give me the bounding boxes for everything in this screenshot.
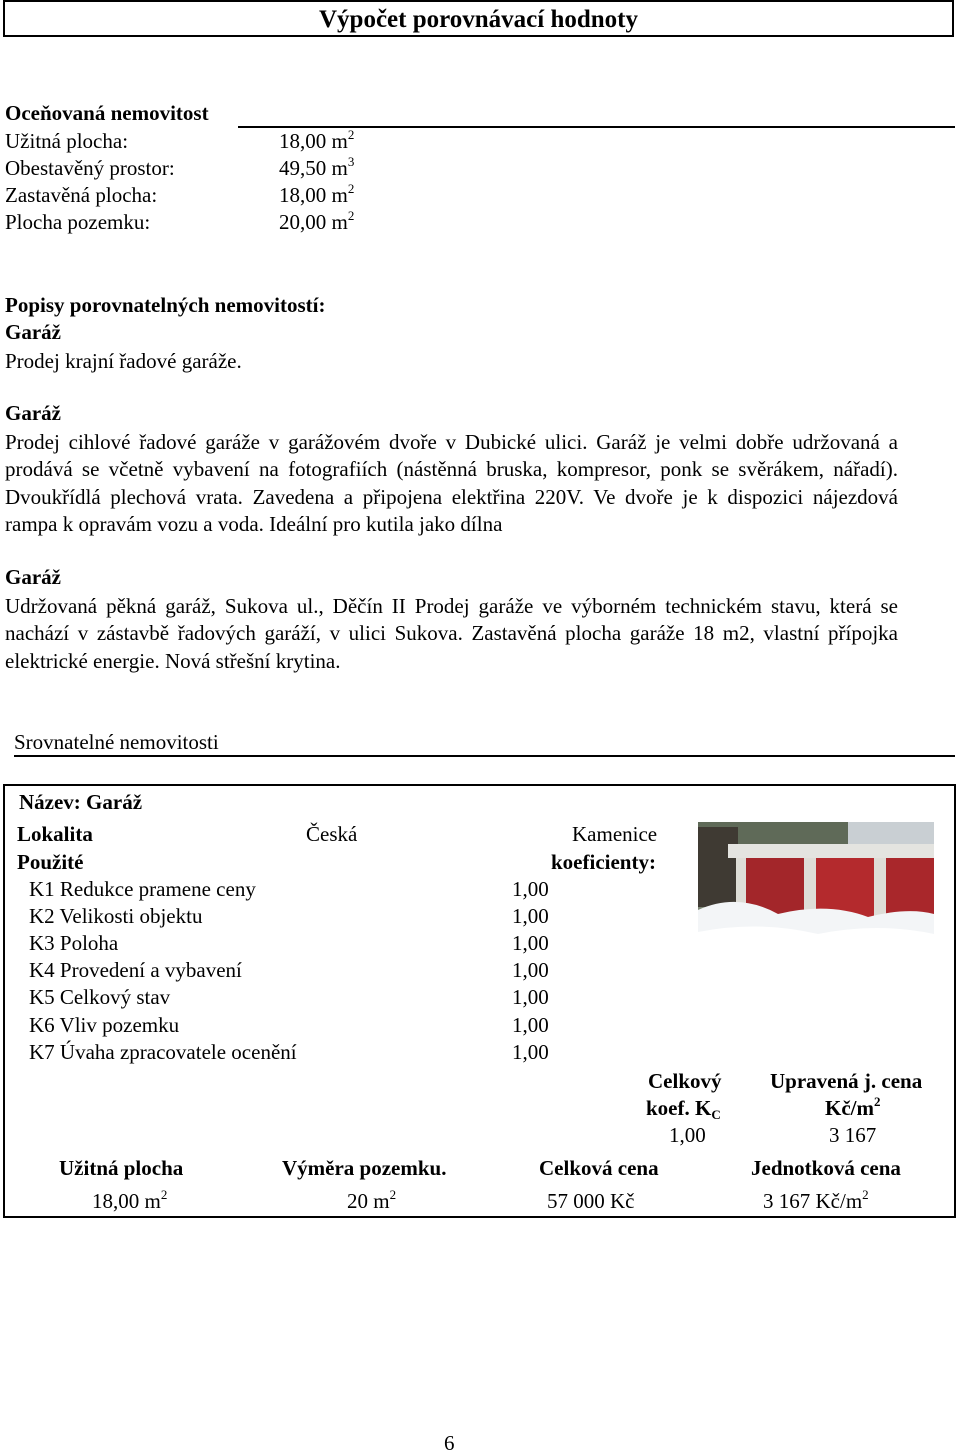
page-title: Výpočet porovnávací hodnoty	[3, 0, 954, 37]
subject-label: Obestavěný prostor:	[5, 156, 175, 180]
subject-value: 18,00 $m^2$	[279, 127, 355, 153]
coefficient-label: K3 Poloha	[29, 931, 119, 955]
coefficient-value: 1,00	[512, 985, 549, 1009]
description-text: Prodej krajní řadové garáže.	[5, 349, 242, 373]
upravena-label: $Kč/m^2$	[825, 1094, 881, 1120]
summary-header: Jednotková cena	[751, 1156, 901, 1180]
heading-rule	[238, 126, 955, 128]
celkova-cena-value: 57 000 Kč	[547, 1189, 635, 1213]
subject-label: Užitná plocha:	[5, 129, 129, 153]
subject-value: 49,50 $m^3$	[279, 154, 355, 180]
subject-label: Plocha pozemku:	[5, 210, 151, 234]
lokalita-value: Kamenice	[572, 822, 658, 846]
coefficient-value: 1,00	[512, 1040, 549, 1064]
description-text: Prodej cihlové řadové garáže v garážovém dvoře v Dubické ulici. Garáž je velmi dobře udržovaná a prodává se včetně vybavení na fotografiích (nástěnná bruska, kompresor, ponk se svěrákem, nářadí). Dvoukřídlá plechová vrata. Zavedena a připojena elektřina 220V. Ve dvoře je k dispozici nájezdová rampa k opravám vozu a voda. Ideální pro kutila jako dílna	[5, 430, 898, 536]
lokalita-label: Lokalita	[17, 822, 93, 846]
description-name: Garáž	[5, 401, 61, 425]
pouzite-label: Použité	[17, 850, 84, 874]
lokalita-value: Česká	[306, 822, 358, 846]
jednotkova-cena-value: 3 167 $Kč/m^2$	[763, 1187, 869, 1213]
coefficient-value: 1,00	[512, 877, 549, 901]
description-text: Udržovaná pěkná garáž, Sukova ul., Děčín II Prodej garáže ve výborném technickém stavu, která se nachází v zástavbě řadových garáží, v ulici Sukova. Zastavěná plocha garáže 18 m2, vlastní přípojka elektrické energie. Nová střešní krytina.	[5, 594, 898, 673]
uzitna-value: 18,00 $m^2$	[92, 1187, 168, 1213]
coefficient-label: K6 Vliv pozemku	[29, 1013, 180, 1037]
summary-header: Užitná plocha	[59, 1156, 184, 1180]
celkovy-label: Celkový	[648, 1069, 722, 1093]
description-name: Garáž	[5, 565, 61, 589]
coefficient-value: 1,00	[512, 958, 549, 982]
coefficient-value: 1,00	[512, 1013, 549, 1037]
coefficient-value: 1,00	[512, 931, 549, 955]
coefficient-label: K2 Velikosti objektu	[29, 904, 203, 928]
descriptions-heading: Popisy porovnatelných nemovitostí:	[5, 293, 326, 317]
celkovy-value: 1,00	[669, 1123, 706, 1147]
coefficient-value: 1,00	[512, 904, 549, 928]
description-name: Garáž	[5, 320, 61, 344]
celkovy-label: koef. $K_C$	[646, 1096, 721, 1122]
subject-label: Zastavěná plocha:	[5, 183, 158, 207]
summary-header: Výměra pozemku.	[282, 1156, 447, 1180]
subject-heading: Oceňovaná nemovitost	[5, 101, 209, 125]
coefficient-label: K5 Celkový stav	[29, 985, 171, 1009]
coefficient-label: K7 Úvaha zpracovatele ocenění	[29, 1040, 297, 1064]
coefficient-label: K1 Redukce pramene ceny	[29, 877, 256, 901]
subject-value: 20,00 $m^2$	[279, 208, 355, 234]
upravena-value: 3 167	[829, 1123, 877, 1147]
page-number: 6	[444, 1431, 455, 1455]
section-rule	[14, 755, 955, 757]
comparable-name: Název: Garáž	[19, 790, 143, 814]
garage-photo	[698, 822, 934, 952]
upravena-label: Upravená j. cena	[770, 1069, 923, 1093]
subject-value: 18,00 $m^2$	[279, 181, 355, 207]
koeficienty-label: koeficienty:	[551, 850, 656, 874]
comparables-heading: Srovnatelné nemovitosti	[14, 730, 219, 754]
coefficient-label: K4 Provedení a vybavení	[29, 958, 242, 982]
vymera-value: 20 $m^2$	[347, 1187, 397, 1213]
summary-header: Celková cena	[539, 1156, 659, 1180]
